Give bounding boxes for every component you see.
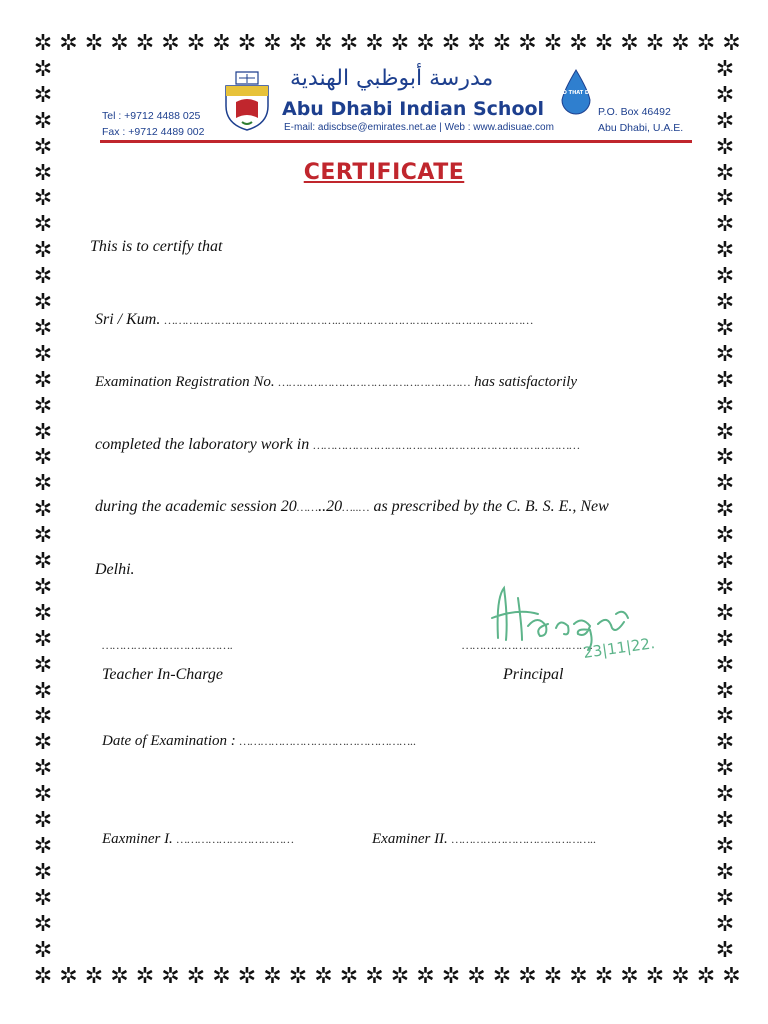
- border-star-icon: ✲: [715, 315, 735, 341]
- border-star-icon: ✲: [33, 859, 53, 885]
- border-star-icon: ✲: [715, 367, 735, 393]
- border-star-icon: ✲: [492, 964, 512, 989]
- letterhead-divider: [100, 140, 692, 143]
- school-name-arabic: مدرسة أبوظبي الهندية: [290, 66, 494, 91]
- border-star-icon: ✲: [467, 31, 486, 56]
- border-star-icon: ✲: [696, 31, 716, 56]
- teacher-dots-text: ……………………………….: [102, 638, 234, 652]
- lab-label: completed the laboratory work in: [95, 436, 310, 453]
- border-star-icon: ✲: [715, 782, 735, 808]
- examiner-1-dots: ……………………………: [176, 832, 294, 846]
- letterhead: [100, 62, 692, 146]
- border-star-icon: ✲: [288, 31, 308, 56]
- border-star-icon: ✲: [416, 31, 435, 56]
- border-star-icon: ✲: [416, 964, 435, 989]
- border-star-icon: ✲: [33, 911, 53, 937]
- name-label: Sri / Kum.: [95, 311, 161, 328]
- border-star-icon: ✲: [33, 56, 53, 82]
- border-star-icon: ✲: [543, 964, 563, 989]
- border-star-icon: ✲: [186, 964, 206, 989]
- border-star-icon: ✲: [339, 964, 359, 989]
- border-star-icon: ✲: [110, 964, 129, 989]
- border-star-icon: ✲: [33, 160, 53, 186]
- school-name: Abu Dhabi Indian School: [282, 98, 545, 120]
- border-star-icon: ✲: [715, 911, 735, 937]
- border-star-icon: ✲: [722, 964, 741, 989]
- border-star-icon: ✲: [33, 367, 53, 393]
- fax-number: Fax : +9712 4489 002: [102, 126, 205, 138]
- border-star-icon: ✲: [715, 574, 735, 600]
- border-star-icon: ✲: [33, 937, 53, 963]
- border-star-icon: ✲: [33, 549, 53, 574]
- session-mid: ..20: [318, 498, 343, 515]
- border-star-icon: ✲: [33, 134, 53, 160]
- border-star-icon: ✲: [33, 341, 53, 367]
- border-star-icon: ✲: [186, 31, 206, 56]
- border-star-icon: ✲: [715, 341, 735, 367]
- border-star-icon: ✲: [441, 31, 461, 56]
- border-star-icon: ✲: [33, 445, 53, 471]
- border-star-icon: ✲: [518, 31, 537, 56]
- border-star-icon: ✲: [33, 419, 53, 445]
- name-dots: ………………………………………….…………………….…………………………: [164, 313, 534, 327]
- border-star-icon: ✲: [715, 678, 735, 704]
- border-star-icon: ✲: [715, 134, 735, 160]
- border-star-icon: ✲: [33, 523, 53, 549]
- border-star-icon: ✲: [715, 264, 735, 290]
- border-star-icon: ✲: [715, 885, 735, 911]
- border-star-icon: ✲: [645, 964, 665, 989]
- border-star-icon: ✲: [715, 937, 735, 963]
- border-star-icon: ✲: [715, 600, 735, 626]
- border-star-icon: ✲: [715, 730, 735, 756]
- border-star-icon: ✲: [33, 756, 53, 782]
- border-star-icon: ✲: [33, 652, 53, 678]
- border-star-icon: ✲: [212, 964, 231, 989]
- border-star-icon: ✲: [715, 393, 735, 419]
- border-star-icon: ✲: [715, 445, 735, 471]
- border-star-icon: ✲: [33, 315, 53, 341]
- border-star-icon: ✲: [594, 31, 614, 56]
- border-star-icon: ✲: [212, 31, 231, 56]
- border-star-icon: ✲: [33, 782, 53, 808]
- border-star-icon: ✲: [33, 212, 53, 238]
- border-star-icon: ✲: [161, 31, 180, 56]
- border-star-icon: ✲: [33, 497, 53, 523]
- border-star-icon: ✲: [314, 31, 333, 56]
- lab-dots: …………………………………………………………………: [313, 438, 580, 452]
- border-star-icon: ✲: [390, 31, 410, 56]
- border-star-icon: ✲: [33, 626, 53, 652]
- border-star-icon: ✲: [33, 238, 53, 264]
- border-star-icon: ✲: [620, 964, 639, 989]
- border-star-icon: ✲: [715, 212, 735, 238]
- border-star-icon: ✲: [59, 31, 78, 56]
- border-star-icon: ✲: [715, 756, 735, 782]
- border-star-icon: ✲: [715, 808, 735, 833]
- border-star-icon: ✲: [33, 393, 53, 419]
- border-star-icon: ✲: [237, 31, 257, 56]
- border-star-icon: ✲: [84, 964, 104, 989]
- date-label: Date of Examination :: [102, 733, 236, 749]
- delhi-line: Delhi.: [95, 561, 135, 578]
- border-star-icon: ✲: [715, 549, 735, 574]
- border-star-icon: ✲: [33, 833, 53, 859]
- border-star-icon: ✲: [715, 238, 735, 264]
- border-star-icon: ✲: [715, 290, 735, 315]
- border-star-icon: ✲: [84, 31, 104, 56]
- border-star-icon: ✲: [671, 964, 690, 989]
- border-star-icon: ✲: [569, 964, 588, 989]
- school-emblem-icon: [222, 66, 272, 132]
- border-star-icon: ✲: [339, 31, 359, 56]
- border-star-icon: ✲: [33, 186, 53, 212]
- border-star-icon: ✲: [33, 678, 53, 704]
- border-star-icon: ✲: [390, 964, 410, 989]
- registration-label: Examination Registration No.: [95, 374, 275, 390]
- border-star-icon: ✲: [518, 964, 537, 989]
- border-star-icon: ✲: [263, 31, 282, 56]
- examiner-2-label: Examiner II.: [372, 831, 448, 847]
- border-star-icon: ✲: [715, 859, 735, 885]
- session-prefix: during the academic session 20: [95, 498, 297, 515]
- border-star-icon: ✲: [467, 964, 486, 989]
- registration-dots: ………………………………………………: [278, 375, 471, 389]
- tel-number: Tel : +9712 4488 025: [102, 110, 201, 122]
- border-star-icon: ✲: [715, 626, 735, 652]
- session-line: [95, 498, 609, 516]
- drop-text: HOLD THAT DROP: [551, 90, 601, 96]
- border-star-icon: ✲: [33, 290, 53, 315]
- border-star-icon: ✲: [620, 31, 639, 56]
- border-star-icon: ✲: [33, 964, 53, 989]
- border-star-icon: ✲: [715, 652, 735, 678]
- border-star-icon: ✲: [715, 523, 735, 549]
- border-star-icon: ✲: [715, 186, 735, 212]
- border-star-icon: ✲: [715, 704, 735, 730]
- city: Abu Dhabi, U.A.E.: [598, 122, 684, 134]
- border-star-icon: ✲: [263, 964, 282, 989]
- border-star-icon: ✲: [569, 31, 588, 56]
- border-star-icon: ✲: [33, 31, 53, 56]
- border-star-icon: ✲: [722, 31, 741, 56]
- border-star-icon: ✲: [715, 56, 735, 82]
- border-star-icon: ✲: [288, 964, 308, 989]
- border-star-icon: ✲: [365, 964, 384, 989]
- session-suffix: as prescribed by the C. B. S. E., New: [373, 498, 609, 515]
- border-star-icon: ✲: [696, 964, 716, 989]
- border-star-icon: ✲: [33, 82, 53, 108]
- border-star-icon: ✲: [33, 471, 53, 497]
- examiner-1-line: [102, 831, 294, 848]
- border-star-icon: ✲: [441, 964, 461, 989]
- signature-date: 23|11|22.: [582, 634, 656, 662]
- teacher-label: Teacher In-Charge: [102, 666, 224, 683]
- session-dots-2: …..…: [342, 500, 370, 514]
- session-dots-1: ……: [296, 500, 319, 514]
- border-star-icon: ✲: [110, 31, 129, 56]
- date-line: [102, 733, 416, 750]
- certificate-title: CERTIFICATE: [303, 160, 465, 185]
- border-star-icon: ✲: [715, 497, 735, 523]
- name-line: [95, 311, 533, 329]
- border-star-icon: ✲: [671, 31, 690, 56]
- border-star-icon: ✲: [715, 160, 735, 186]
- border-star-icon: ✲: [161, 964, 180, 989]
- border-star-icon: ✲: [543, 31, 563, 56]
- lab-line: [95, 436, 580, 454]
- examiner-2-dots: …………………………………..: [451, 832, 597, 846]
- registration-suffix: has satisfactorily: [474, 374, 578, 390]
- principal-dots-text: ……………………………….: [462, 638, 594, 652]
- border-star-icon: ✲: [715, 82, 735, 108]
- border-star-icon: ✲: [314, 964, 333, 989]
- border-star-icon: ✲: [33, 704, 53, 730]
- border-star-icon: ✲: [33, 574, 53, 600]
- border-star-icon: ✲: [715, 108, 735, 134]
- border-star-icon: ✲: [33, 885, 53, 911]
- registration-line: [95, 374, 577, 391]
- water-drop-logo-icon: [551, 68, 601, 118]
- email-web-line: E-mail: adiscbse@emirates.net.ae | Web : www.adisuae.com: [284, 122, 554, 133]
- teacher-dots: [102, 636, 233, 654]
- examiner-2-line: [372, 831, 596, 848]
- border-star-icon: ✲: [715, 471, 735, 497]
- examiner-1-label: Eaxminer I.: [102, 831, 173, 847]
- border-star-icon: ✲: [33, 808, 53, 833]
- border-star-icon: ✲: [237, 964, 257, 989]
- border-star-icon: ✲: [33, 264, 53, 290]
- date-dots: …………………………………………..: [239, 734, 417, 748]
- border-star-icon: ✲: [33, 730, 53, 756]
- principal-label: Principal: [503, 666, 564, 683]
- border-star-icon: ✲: [33, 108, 53, 134]
- po-box: P.O. Box 46492: [598, 106, 671, 118]
- border-star-icon: ✲: [492, 31, 512, 56]
- border-star-icon: ✲: [645, 31, 665, 56]
- border-star-icon: ✲: [33, 600, 53, 626]
- border-star-icon: ✲: [135, 964, 155, 989]
- border-star-icon: ✲: [715, 833, 735, 859]
- border-star-icon: ✲: [59, 964, 78, 989]
- certify-line: This is to certify that: [90, 238, 223, 255]
- border-star-icon: ✲: [365, 31, 384, 56]
- principal-signature: [478, 578, 668, 668]
- border-star-icon: ✲: [715, 419, 735, 445]
- border-star-icon: ✲: [135, 31, 155, 56]
- border-star-icon: ✲: [594, 964, 614, 989]
